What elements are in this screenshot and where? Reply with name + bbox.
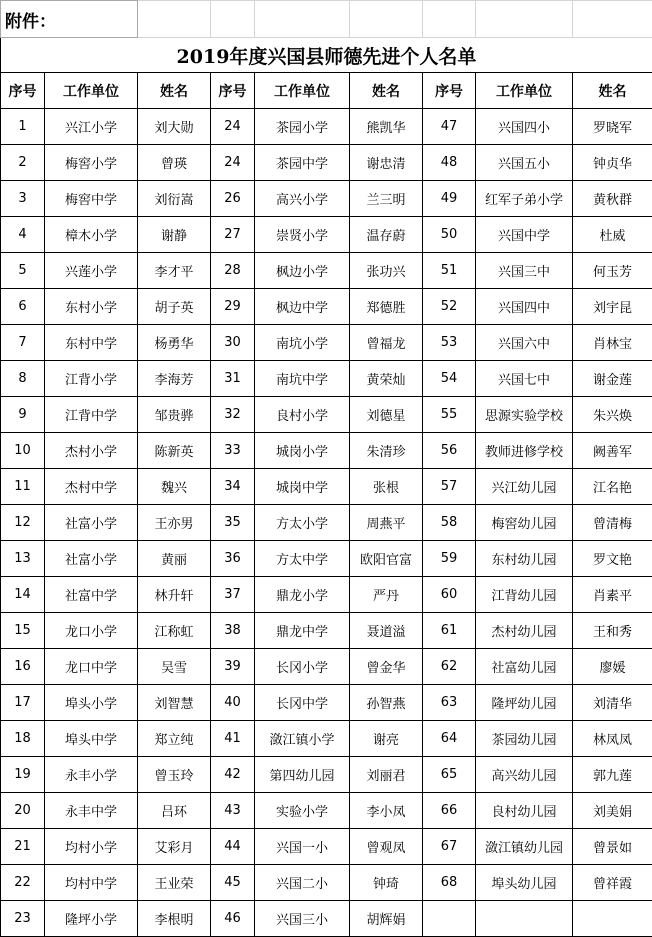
- cell-unit: 良村小学: [255, 397, 350, 433]
- cell-index: 16: [1, 649, 45, 685]
- cell-index: 26: [211, 181, 255, 217]
- cell-unit: 高兴小学: [255, 181, 350, 217]
- cell-name: 林凤凤: [573, 721, 652, 757]
- cell-name: 刘清华: [573, 685, 652, 721]
- header-unit: 工作单位: [476, 73, 573, 109]
- table-row: [1, 613, 652, 649]
- cell-name: [573, 901, 652, 937]
- cell-index: 20: [1, 793, 45, 829]
- cell-name: 李小凤: [350, 793, 423, 829]
- header-unit: 工作单位: [255, 73, 350, 109]
- cell-name: 艾彩月: [138, 829, 211, 865]
- cell-name: 曾瑛: [138, 145, 211, 181]
- cell-name: 郑立纯: [138, 721, 211, 757]
- cell-index: 5: [1, 253, 45, 289]
- cell-index: 60: [423, 577, 476, 613]
- cell-index: 53: [423, 325, 476, 361]
- cell-name: 曾祥霞: [573, 865, 652, 901]
- cell-index: 58: [423, 505, 476, 541]
- table-row: [1, 145, 652, 181]
- cell-index: 7: [1, 325, 45, 361]
- cell-name: 罗晓军: [573, 109, 652, 145]
- header-index: 序号: [211, 73, 255, 109]
- cell-name: 严丹: [350, 577, 423, 613]
- cell-name: 李海芳: [138, 361, 211, 397]
- cell-index: 12: [1, 505, 45, 541]
- table-row: [1, 649, 652, 685]
- cell-index: 24: [211, 145, 255, 181]
- cell-unit: 社富中学: [45, 577, 138, 613]
- cell-unit: 龙口中学: [45, 649, 138, 685]
- cell-unit: 兴江幼儿园: [476, 469, 573, 505]
- cell-name: 李才平: [138, 253, 211, 289]
- cell-name: 刘德星: [350, 397, 423, 433]
- cell-unit: 兴国五小: [476, 145, 573, 181]
- cell-name: 朱清珍: [350, 433, 423, 469]
- cell-name: 吕环: [138, 793, 211, 829]
- cell-index: 15: [1, 613, 45, 649]
- cell-unit: 杰村幼儿园: [476, 613, 573, 649]
- cell-index: 51: [423, 253, 476, 289]
- cell-unit: 南坑中学: [255, 361, 350, 397]
- cell-index: 37: [211, 577, 255, 613]
- cell-index: 27: [211, 217, 255, 253]
- table-row: [1, 289, 652, 325]
- cell-unit: 杰村小学: [45, 433, 138, 469]
- empty-cell[interactable]: [138, 1, 211, 38]
- cell-name: 温存蔚: [350, 217, 423, 253]
- cell-index: 14: [1, 577, 45, 613]
- attachment-row: [1, 1, 652, 38]
- empty-cell[interactable]: [255, 1, 350, 38]
- cell-index: 6: [1, 289, 45, 325]
- cell-unit: 鼎龙中学: [255, 613, 350, 649]
- cell-name: 黄秋群: [573, 181, 652, 217]
- cell-name: 江称虹: [138, 613, 211, 649]
- cell-name: 阙善军: [573, 433, 652, 469]
- cell-name: 黄荣灿: [350, 361, 423, 397]
- cell-name: 吴雪: [138, 649, 211, 685]
- table-row: [1, 181, 652, 217]
- cell-name: 肖林宝: [573, 325, 652, 361]
- cell-index: 47: [423, 109, 476, 145]
- header-name: 姓名: [573, 73, 652, 109]
- empty-cell[interactable]: [573, 1, 652, 38]
- cell-unit: 思源实验学校: [476, 397, 573, 433]
- table-row: [1, 217, 652, 253]
- cell-index: 57: [423, 469, 476, 505]
- cell-unit: 教师进修学校: [476, 433, 573, 469]
- cell-name: 谢亮: [350, 721, 423, 757]
- cell-name: 钟琦: [350, 865, 423, 901]
- cell-index: 49: [423, 181, 476, 217]
- cell-unit: [476, 901, 573, 937]
- cell-name: 杨勇华: [138, 325, 211, 361]
- cell-unit: 兴国四小: [476, 109, 573, 145]
- cell-name: 肖素平: [573, 577, 652, 613]
- cell-index: 56: [423, 433, 476, 469]
- cell-unit: 方太小学: [255, 505, 350, 541]
- cell-name: 曾福龙: [350, 325, 423, 361]
- cell-name: 张功兴: [350, 253, 423, 289]
- cell-index: 13: [1, 541, 45, 577]
- cell-name: 兰三明: [350, 181, 423, 217]
- cell-index: 46: [211, 901, 255, 937]
- cell-index: 63: [423, 685, 476, 721]
- cell-name: 孙智燕: [350, 685, 423, 721]
- cell-index: 44: [211, 829, 255, 865]
- cell-index: 43: [211, 793, 255, 829]
- cell-index: 59: [423, 541, 476, 577]
- cell-index: 8: [1, 361, 45, 397]
- cell-unit: 东村小学: [45, 289, 138, 325]
- table-row: [1, 757, 652, 793]
- cell-unit: 樟木小学: [45, 217, 138, 253]
- cell-unit: 兴莲小学: [45, 253, 138, 289]
- cell-unit: 埠头小学: [45, 685, 138, 721]
- cell-index: 55: [423, 397, 476, 433]
- cell-name: 杜威: [573, 217, 652, 253]
- cell-unit: 城岗中学: [255, 469, 350, 505]
- cell-index: 22: [1, 865, 45, 901]
- cell-index: 9: [1, 397, 45, 433]
- cell-index: 2: [1, 145, 45, 181]
- cell-unit: 杰村中学: [45, 469, 138, 505]
- cell-name: 胡辉娟: [350, 901, 423, 937]
- cell-index: 4: [1, 217, 45, 253]
- cell-name: 陈新英: [138, 433, 211, 469]
- cell-name: 曾玉玲: [138, 757, 211, 793]
- cell-unit: 梅窖幼儿园: [476, 505, 573, 541]
- cell-name: 谢静: [138, 217, 211, 253]
- cell-unit: 均村小学: [45, 829, 138, 865]
- cell-unit: 龙口小学: [45, 613, 138, 649]
- cell-index: 36: [211, 541, 255, 577]
- cell-unit: 枫边中学: [255, 289, 350, 325]
- cell-unit: 江背中学: [45, 397, 138, 433]
- cell-name: 黄丽: [138, 541, 211, 577]
- cell-index: 40: [211, 685, 255, 721]
- table-row: [1, 505, 652, 541]
- page-title: 2019年度兴国县师德先进个人名单: [1, 38, 652, 73]
- cell-name: 李根明: [138, 901, 211, 937]
- cell-unit: 均村中学: [45, 865, 138, 901]
- cell-index: 3: [1, 181, 45, 217]
- table-row: [1, 109, 652, 145]
- cell-index: 18: [1, 721, 45, 757]
- cell-unit: 江背小学: [45, 361, 138, 397]
- cell-index: 21: [1, 829, 45, 865]
- cell-name: 张根: [350, 469, 423, 505]
- cell-index: 32: [211, 397, 255, 433]
- cell-unit: 茶园小学: [255, 109, 350, 145]
- cell-unit: 埠头中学: [45, 721, 138, 757]
- cell-index: 65: [423, 757, 476, 793]
- cell-unit: 枫边小学: [255, 253, 350, 289]
- header-index: 序号: [423, 73, 476, 109]
- cell-index: 42: [211, 757, 255, 793]
- cell-index: 31: [211, 361, 255, 397]
- table-row: [1, 325, 652, 361]
- cell-unit: 社富幼儿园: [476, 649, 573, 685]
- cell-unit: 潋江镇幼儿园: [476, 829, 573, 865]
- cell-unit: 城岗小学: [255, 433, 350, 469]
- header-unit: 工作单位: [45, 73, 138, 109]
- cell-unit: 社富小学: [45, 505, 138, 541]
- cell-unit: 永丰小学: [45, 757, 138, 793]
- table-row: [1, 901, 652, 937]
- cell-name: 刘大勋: [138, 109, 211, 145]
- cell-index: 45: [211, 865, 255, 901]
- cell-name: 魏兴: [138, 469, 211, 505]
- table-row: [1, 397, 652, 433]
- cell-name: 王和秀: [573, 613, 652, 649]
- cell-unit: 东村幼儿园: [476, 541, 573, 577]
- table-row: [1, 829, 652, 865]
- cell-unit: 兴国一小: [255, 829, 350, 865]
- cell-unit: 兴国七中: [476, 361, 573, 397]
- cell-index: 52: [423, 289, 476, 325]
- cell-unit: 隆坪小学: [45, 901, 138, 937]
- cell-unit: 兴国中学: [476, 217, 573, 253]
- cell-unit: 梅窖小学: [45, 145, 138, 181]
- cell-name: 欧阳官富: [350, 541, 423, 577]
- cell-unit: 永丰中学: [45, 793, 138, 829]
- table-row: [1, 433, 652, 469]
- cell-name: 何玉芳: [573, 253, 652, 289]
- cell-name: 曾景如: [573, 829, 652, 865]
- cell-index: 10: [1, 433, 45, 469]
- empty-cell[interactable]: [423, 1, 476, 38]
- cell-unit: 兴国三中: [476, 253, 573, 289]
- cell-index: 62: [423, 649, 476, 685]
- cell-name: 聂道溢: [350, 613, 423, 649]
- cell-index: 66: [423, 793, 476, 829]
- cell-unit: 良村幼儿园: [476, 793, 573, 829]
- cell-unit: 兴国六中: [476, 325, 573, 361]
- cell-unit: 埠头幼儿园: [476, 865, 573, 901]
- cell-name: 郭九莲: [573, 757, 652, 793]
- cell-index: 1: [1, 109, 45, 145]
- cell-unit: 红军子弟小学: [476, 181, 573, 217]
- cell-name: 熊凯华: [350, 109, 423, 145]
- cell-index: 24: [211, 109, 255, 145]
- cell-name: 刘宇昆: [573, 289, 652, 325]
- cell-name: 邹贵骅: [138, 397, 211, 433]
- empty-cell[interactable]: [211, 1, 255, 38]
- cell-index: 68: [423, 865, 476, 901]
- header-name: 姓名: [138, 73, 211, 109]
- cell-name: 刘智慧: [138, 685, 211, 721]
- cell-unit: 茶园中学: [255, 145, 350, 181]
- cell-name: 林升轩: [138, 577, 211, 613]
- cell-unit: 长冈小学: [255, 649, 350, 685]
- cell-unit: 崇贤小学: [255, 217, 350, 253]
- cell-index: 28: [211, 253, 255, 289]
- cell-index: 67: [423, 829, 476, 865]
- cell-unit: 长冈中学: [255, 685, 350, 721]
- cell-name: 郑德胜: [350, 289, 423, 325]
- header-index: 序号: [1, 73, 45, 109]
- cell-unit: 兴国三小: [255, 901, 350, 937]
- cell-unit: 隆坪幼儿园: [476, 685, 573, 721]
- table-row: [1, 577, 652, 613]
- cell-index: 30: [211, 325, 255, 361]
- cell-unit: 方太中学: [255, 541, 350, 577]
- cell-name: 曾观凤: [350, 829, 423, 865]
- cell-name: 周燕平: [350, 505, 423, 541]
- cell-unit: 茶园幼儿园: [476, 721, 573, 757]
- cell-name: 罗文艳: [573, 541, 652, 577]
- cell-name: 曾金华: [350, 649, 423, 685]
- cell-unit: 社富小学: [45, 541, 138, 577]
- cell-index: 17: [1, 685, 45, 721]
- table-row: [1, 865, 652, 901]
- cell-name: 钟贞华: [573, 145, 652, 181]
- title-row: [1, 38, 652, 73]
- cell-unit: 江背幼儿园: [476, 577, 573, 613]
- cell-name: 廖媛: [573, 649, 652, 685]
- cell-index: 33: [211, 433, 255, 469]
- cell-index: [423, 901, 476, 937]
- table-row: [1, 721, 652, 757]
- cell-name: 刘美娟: [573, 793, 652, 829]
- cell-name: 谢金莲: [573, 361, 652, 397]
- cell-unit: 东村中学: [45, 325, 138, 361]
- cell-index: 34: [211, 469, 255, 505]
- cell-unit: 高兴幼儿园: [476, 757, 573, 793]
- cell-unit: 实验小学: [255, 793, 350, 829]
- cell-index: 11: [1, 469, 45, 505]
- cell-name: 刘丽君: [350, 757, 423, 793]
- cell-unit: 兴江小学: [45, 109, 138, 145]
- cell-index: 61: [423, 613, 476, 649]
- cell-index: 39: [211, 649, 255, 685]
- table-row: [1, 361, 652, 397]
- cell-index: 38: [211, 613, 255, 649]
- cell-index: 19: [1, 757, 45, 793]
- cell-unit: 梅窖中学: [45, 181, 138, 217]
- cell-name: 谢忠清: [350, 145, 423, 181]
- cell-name: 朱兴焕: [573, 397, 652, 433]
- cell-unit: 兴国二小: [255, 865, 350, 901]
- table-row: [1, 541, 652, 577]
- empty-cell[interactable]: [350, 1, 423, 38]
- cell-index: 50: [423, 217, 476, 253]
- cell-index: 48: [423, 145, 476, 181]
- cell-index: 64: [423, 721, 476, 757]
- cell-unit: 鼎龙小学: [255, 577, 350, 613]
- header-name: 姓名: [350, 73, 423, 109]
- cell-name: 胡子英: [138, 289, 211, 325]
- cell-unit: 潋江镇小学: [255, 721, 350, 757]
- table-row: [1, 469, 652, 505]
- cell-unit: 第四幼儿园: [255, 757, 350, 793]
- cell-name: 刘衍嵩: [138, 181, 211, 217]
- header-row: [1, 73, 652, 109]
- cell-index: 29: [211, 289, 255, 325]
- cell-unit: 南坑小学: [255, 325, 350, 361]
- cell-index: 54: [423, 361, 476, 397]
- table-row: [1, 253, 652, 289]
- cell-index: 23: [1, 901, 45, 937]
- cell-name: 江名艳: [573, 469, 652, 505]
- cell-name: 曾清梅: [573, 505, 652, 541]
- cell-unit: 兴国四中: [476, 289, 573, 325]
- attachment-label: 附件：: [1, 1, 138, 38]
- table-row: [1, 685, 652, 721]
- table-row: [1, 793, 652, 829]
- empty-cell[interactable]: [476, 1, 573, 38]
- cell-index: 35: [211, 505, 255, 541]
- cell-name: 王业荣: [138, 865, 211, 901]
- cell-name: 王亦男: [138, 505, 211, 541]
- cell-index: 41: [211, 721, 255, 757]
